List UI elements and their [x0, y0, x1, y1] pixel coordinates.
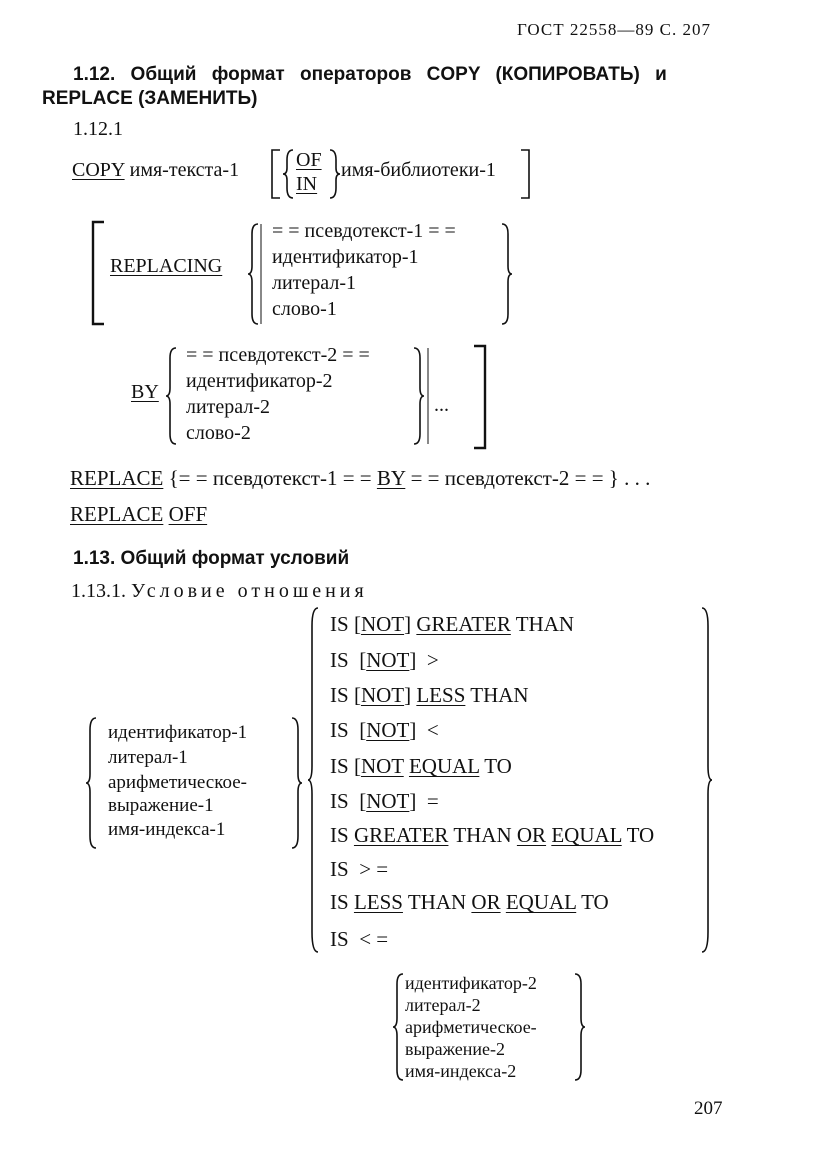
running-header: ГОСТ 22558—89 С. 207 — [517, 20, 711, 39]
operators-close-brace — [702, 606, 716, 954]
right-operand-close-brace — [575, 972, 589, 1082]
left-arith-expr-cont: выражение-1 — [108, 795, 214, 816]
subsection-1-13-1 — [71, 580, 368, 603]
left-operand-close-brace — [292, 716, 306, 850]
replace-pseudotext-1: {= = псевдотекст-1 = = — [168, 466, 372, 490]
replacing-open-bracket — [90, 220, 106, 326]
identifier-2: идентификатор-2 — [186, 370, 333, 392]
pseudotext-2: = = псевдотекст-2 = = — [186, 344, 370, 366]
replacing-operands — [272, 218, 456, 322]
right-operands — [405, 972, 537, 1082]
copy-statement — [72, 159, 239, 182]
op-greater-or-equal: IS GREATER THAN OR EQUAL TO — [330, 823, 655, 847]
library-name: имя-библиотеки-1 — [341, 159, 496, 181]
left-literal: литерал-1 — [108, 747, 188, 768]
page-number: 207 — [694, 1098, 723, 1119]
op-greater-or-equal-symbol: IS > = — [330, 857, 389, 881]
op-not-equal-to: IS [NOT EQUAL TO — [330, 754, 512, 778]
in-keyword: IN — [296, 173, 318, 195]
replacing-close-bracket — [472, 344, 488, 450]
copy-optional-close-bracket — [519, 148, 533, 200]
left-arith-expr: арифметическое- — [108, 772, 247, 793]
by-operands — [186, 342, 370, 446]
replacing-close-brace — [502, 222, 516, 326]
literal-1: литерал-1 — [272, 272, 356, 294]
left-operands — [108, 720, 247, 842]
op-not-less-symbol: IS [NOT] < — [330, 718, 439, 742]
op-not-less-than: IS [NOT] LESS THAN — [330, 683, 529, 707]
replace-off-statement — [70, 502, 207, 527]
section-1-12-title-cont: REPLACE (ЗАМЕНИТЬ) — [42, 88, 258, 109]
right-identifier: идентификатор-2 — [405, 973, 537, 993]
of-in-choice — [296, 148, 322, 196]
section-1-12-title: 1.12. Общий формат операторов COPY (КОПИРОВАТЬ) и — [73, 64, 667, 85]
literal-2: литерал-2 — [186, 396, 270, 418]
subsection-title: Условие отношения — [131, 580, 368, 602]
by-open-brace — [166, 346, 180, 446]
subsection-number: 1.13.1. — [71, 580, 126, 602]
right-arith-expr: арифметическое- — [405, 1017, 537, 1037]
copy-keyword: COPY — [72, 159, 125, 181]
op-less-or-equal: IS LESS THAN OR EQUAL TO — [330, 890, 609, 914]
op-less-or-equal-symbol: IS < = — [330, 927, 389, 951]
replace-keyword-2: REPLACE — [70, 502, 164, 526]
replace-pseudotext-2: = = псевдотекст-2 = = } . . . — [410, 466, 651, 490]
pseudotext-1: = = псевдотекст-1 = = — [272, 220, 456, 242]
copy-optional-open-bracket — [270, 148, 284, 200]
by-ellipsis: ... — [434, 394, 449, 416]
subsection-1-12-1: 1.12.1 — [73, 118, 123, 140]
replace-statement — [70, 466, 650, 491]
replace-by-keyword: BY — [376, 466, 406, 490]
op-not-greater-symbol: IS [NOT] > — [330, 648, 439, 672]
left-identifier: идентификатор-1 — [108, 722, 248, 743]
off-keyword: OFF — [168, 502, 208, 526]
identifier-1: идентификатор-1 — [272, 246, 419, 268]
left-operand-open-brace — [86, 716, 100, 850]
replacing-keyword: REPLACING — [110, 255, 223, 277]
right-literal: литерал-2 — [405, 995, 481, 1015]
of-in-open-brace — [283, 148, 297, 200]
of-keyword: OF — [296, 149, 322, 171]
right-index-name: имя-индекса-2 — [405, 1061, 517, 1081]
op-not-equal-symbol: IS [NOT] = — [330, 789, 439, 813]
section-1-13-title: 1.13. Общий формат условий — [73, 548, 350, 569]
right-arith-expr-cont: выражение-2 — [405, 1039, 506, 1059]
text-name: имя-текста-1 — [129, 159, 240, 181]
operators-open-brace — [308, 606, 322, 954]
op-not-greater-than: IS [NOT] GREATER THAN — [330, 612, 575, 636]
left-index-name: имя-индекса-1 — [108, 819, 226, 840]
word-1: слово-1 — [272, 298, 337, 320]
replace-keyword: REPLACE — [70, 466, 164, 490]
replacing-open-brace — [248, 222, 262, 326]
word-2: слово-2 — [186, 422, 251, 444]
by-close-brace — [414, 346, 434, 446]
by-keyword: BY — [131, 381, 159, 403]
